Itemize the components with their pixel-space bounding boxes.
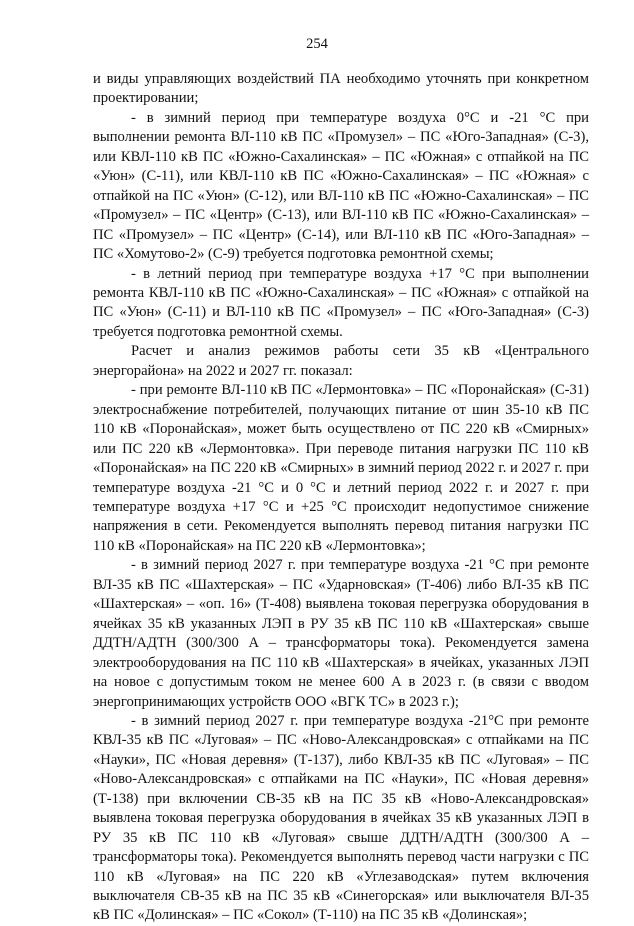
paragraph-5: - при ремонте ВЛ-110 кВ ПС «Лермонтовка» – ПС «Поронайская» (С-31) электроснабжение потребителей, получающих питание от шин 35-10 кВ ПС 110 кВ «Поронайская», может быть осуществлено от ПС 220 кВ «Смирных» или ПС 220 кВ «Лермонтовка». При переводе питания нагрузки ПС 110 кВ «Поронайская» на ПС 220 кВ «Смирных» в зимний период 2022 г. и 2027 г. при температуре воздуха -21 °C и 0 °C и летний период 2022 г. и 2027 г. при температуре воздуха +17 °C и +25 °C происходит недопустимое снижение напряжения в сети. Рекомендуется выполнять перевод питания нагрузки ПС 110 кВ «Поронайская» на ПС 220 кВ «Лермонтовка»; <box>93 382 589 554</box>
page-number: 254 <box>306 36 328 52</box>
paragraph-2: - в зимний период при температуре воздуха 0°C и -21 °C при выполнении ремонта ВЛ-110 кВ ПС «Промузел» – ПС «Юго-Западная» (С-3), или КВЛ-110 кВ ПС «Южно-Сахалинская» – ПС «Южная» с отпайкой на ПС «Уюн» (С-11), или КВЛ-110 кВ ПС «Южно-Сахалинская» – ПС «Южная» с отпайкой на ПС «Уюн» (С-12), или ВЛ-110 кВ ПС «Южно-Сахалинская» – ПС «Промузел» – ПС «Центр» (С-13), или ВЛ-110 кВ ПС «Южно-Сахалинская» – ПС «Промузел» – ПС «Центр» (С-14), или ВЛ-110 кВ ПС «Юго-Западная» – ПС «Хомутово-2» (С-9) требуется подготовка ремонтной схемы; <box>93 109 589 263</box>
paragraph-6: - в зимний период 2027 г. при температуре воздуха -21 °C при ремонте ВЛ-35 кВ ПС «Шахтерская» – ПС «Ударновская» (Т-406) либо ВЛ-35 кВ ПС «Шахтерская» – «оп. 16» (Т-408) выявлена токовая перегрузка оборудования в ячейках 35 кВ указанных ЛЭП в РУ 35 кВ ПС 110 кВ «Шахтерская» свыше ДДТН/АДТН (300/300 А – трансформаторы тока). Рекомендуется замена электрооборудования на ПС 110 кВ «Шахтерская» в ячейках, указанных ЛЭП на новое с допустимым током не менее 600 А в 2023 г. (в связи с вводом энергопринимающих устройств ООО «ВГК ТС» в 2023 г.); <box>93 557 589 710</box>
paragraph-3: - в летний период при температуре воздуха +17 °C при выполнении ремонта КВЛ-110 кВ ПС «Южно-Сахалинская» – ПС «Южная» с отпайкой на ПС «Уюн» (С-11) и ВЛ-110 кВ ПС «Промузел» – ПС «Юго-Западная» (С-3) требуется подготовка ремонтной схемы. <box>93 265 589 340</box>
paragraph-1: и виды управляющих воздействий ПА необходимо уточнять при конкретном проектировании; <box>93 71 589 107</box>
document-body <box>93 70 589 926</box>
paragraph-7: - в зимний период 2027 г. при температуре воздуха -21°C при ремонте КВЛ-35 кВ ПС «Луговая» – ПС «Ново-Александровская» с отпайками на ПС «Науки», ПС «Новая деревня» (Т-137), либо КВЛ-35 кВ ПС «Луговая» – ПС «Ново-Александровская» с отпайками на ПС «Науки», ПС «Новая деревня» (Т-138) при включении СВ-35 кВ на ПС 35 кВ «Ново-Александровская» выявлена токовая перегрузка оборудования в ячейках 35 кВ указанных ЛЭП в РУ 35 кВ ПС 110 кВ «Луговая» свыше ДДТН/АДТН (300/300 А – трансформаторы тока). Рекомендуется выполнять перевод части нагрузки с ПС 110 кВ «Луговая» на ПС 220 кВ «Углезаводская» путем включения выключателя СВ-35 кВ на ПС 35 кВ «Синегорская» или выключателя ВЛ-35 кВ ПС «Долинская» – ПС «Сокол» (Т-110) на ПС 35 кВ «Долинская»; <box>93 712 589 924</box>
paragraph-4: Расчет и анализ режимов работы сети 35 кВ «Центрального энергорайона» на 2022 и 2027 гг. показал: <box>93 343 589 379</box>
